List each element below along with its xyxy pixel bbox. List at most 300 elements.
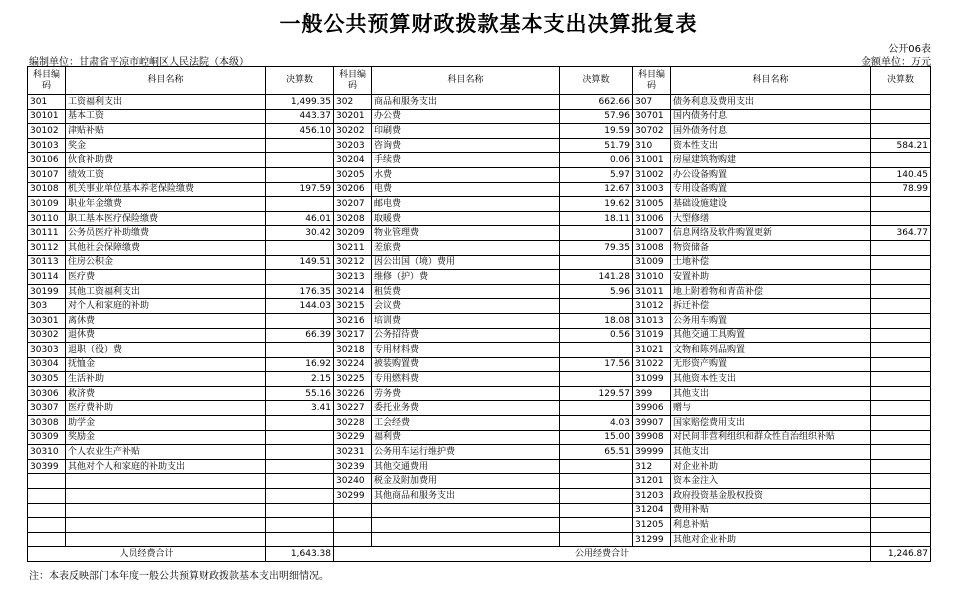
personnel-amount-cell: 2.15 xyxy=(266,372,334,387)
table-row xyxy=(28,503,931,518)
table-row xyxy=(28,255,931,270)
personnel-name-cell xyxy=(66,489,266,504)
personnel-code-cell: 303 xyxy=(28,299,66,314)
personnel-name-cell: 退休费 xyxy=(66,328,266,343)
other-amount-cell xyxy=(871,95,931,110)
personnel-amount-cell: 55.16 xyxy=(266,386,334,401)
other-amount-cell xyxy=(871,445,931,460)
table-row xyxy=(28,532,931,547)
other-amount-cell xyxy=(871,343,931,358)
goods-code-cell: 30204 xyxy=(334,153,372,168)
goods-name-cell xyxy=(372,532,560,547)
other-name-cell: 房屋建筑物购建 xyxy=(671,153,871,168)
other-name-cell: 对民间非营利组织和群众性自治组织补贴 xyxy=(671,430,871,445)
goods-amount-cell xyxy=(560,401,633,416)
goods-code-cell: 302 xyxy=(334,95,372,110)
personnel-name-cell: 其他对个人和家庭的补助支出 xyxy=(66,459,266,474)
other-name-cell: 安置补助 xyxy=(671,270,871,285)
table-row xyxy=(28,445,931,460)
personnel-code-cell: 30103 xyxy=(28,138,66,153)
other-amount-cell xyxy=(871,489,931,504)
personnel-code-cell: 30107 xyxy=(28,167,66,182)
other-amount-cell: 584.21 xyxy=(871,138,931,153)
goods-code-cell: 30208 xyxy=(334,211,372,226)
personnel-amount-cell xyxy=(266,197,334,212)
personnel-code-cell: 30199 xyxy=(28,284,66,299)
goods-name-cell: 咨询费 xyxy=(372,138,560,153)
other-code-cell: 31022 xyxy=(633,357,671,372)
personnel-amount-cell xyxy=(266,153,334,168)
personnel-amount-cell: 30.42 xyxy=(266,226,334,241)
goods-name-cell: 物业管理费 xyxy=(372,226,560,241)
personnel-code-cell xyxy=(28,489,66,504)
other-name-cell: 专用设备购置 xyxy=(671,182,871,197)
goods-code-cell: 30212 xyxy=(334,255,372,270)
header-name: 科目名称 xyxy=(671,67,871,95)
personnel-amount-cell xyxy=(266,167,334,182)
goods-code-cell: 30299 xyxy=(334,489,372,504)
personnel-name-cell: 公务员医疗补助缴费 xyxy=(66,226,266,241)
goods-amount-cell: 18.11 xyxy=(560,211,633,226)
other-name-cell: 国内债务付息 xyxy=(671,109,871,124)
goods-name-cell: 税金及附加费用 xyxy=(372,474,560,489)
goods-amount-cell: 15.00 xyxy=(560,430,633,445)
other-code-cell: 31203 xyxy=(633,489,671,504)
other-name-cell: 国家赔偿费用支出 xyxy=(671,416,871,431)
goods-name-cell: 专用材料费 xyxy=(372,343,560,358)
goods-code-cell: 30229 xyxy=(334,430,372,445)
table-row xyxy=(28,109,931,124)
personnel-code-cell: 30399 xyxy=(28,459,66,474)
goods-amount-cell xyxy=(560,503,633,518)
other-name-cell: 公务用车购置 xyxy=(671,313,871,328)
goods-name-cell: 差旅费 xyxy=(372,240,560,255)
goods-name-cell: 维修（护）费 xyxy=(372,270,560,285)
table-row xyxy=(28,372,931,387)
personnel-amount-cell xyxy=(266,270,334,285)
table-row xyxy=(28,328,931,343)
personnel-name-cell: 奖金 xyxy=(66,138,266,153)
table-row xyxy=(28,153,931,168)
table-row xyxy=(28,518,931,533)
goods-amount-cell: 79.35 xyxy=(560,240,633,255)
other-amount-cell xyxy=(871,430,931,445)
other-code-cell: 31205 xyxy=(633,518,671,533)
other-code-cell: 30702 xyxy=(633,124,671,139)
other-amount-cell xyxy=(871,284,931,299)
goods-amount-cell xyxy=(560,459,633,474)
goods-amount-cell: 19.59 xyxy=(560,124,633,139)
goods-code-cell: 30231 xyxy=(334,445,372,460)
header-name: 科目名称 xyxy=(66,67,266,95)
other-name-cell: 其他支出 xyxy=(671,386,871,401)
personnel-code-cell: 30304 xyxy=(28,357,66,372)
goods-amount-cell xyxy=(560,255,633,270)
table-row xyxy=(28,416,931,431)
header-amount: 决算数 xyxy=(871,67,931,95)
personnel-name-cell xyxy=(66,474,266,489)
goods-name-cell: 公务用车运行维护费 xyxy=(372,445,560,460)
table-row xyxy=(28,95,931,110)
goods-amount-cell: 5.97 xyxy=(560,167,633,182)
personnel-name-cell: 医疗费补助 xyxy=(66,401,266,416)
other-code-cell: 31012 xyxy=(633,299,671,314)
other-name-cell: 债务利息及费用支出 xyxy=(671,95,871,110)
other-amount-cell xyxy=(871,313,931,328)
table-row xyxy=(28,284,931,299)
other-name-cell: 文物和陈列品购置 xyxy=(671,343,871,358)
public-total-amount: 1,246.87 xyxy=(871,547,931,562)
table-row xyxy=(28,430,931,445)
goods-code-cell: 30209 xyxy=(334,226,372,241)
other-name-cell: 土地补偿 xyxy=(671,255,871,270)
personnel-code-cell: 30308 xyxy=(28,416,66,431)
table-row xyxy=(28,343,931,358)
other-code-cell: 39999 xyxy=(633,445,671,460)
goods-code-cell: 30211 xyxy=(334,240,372,255)
other-name-cell: 其他对企业补助 xyxy=(671,532,871,547)
personnel-amount-cell: 46.01 xyxy=(266,211,334,226)
goods-code-cell: 30206 xyxy=(334,182,372,197)
table-row xyxy=(28,299,931,314)
personnel-name-cell: 奖励金 xyxy=(66,430,266,445)
personnel-amount-cell: 3.41 xyxy=(266,401,334,416)
other-code-cell: 31003 xyxy=(633,182,671,197)
goods-name-cell: 培训费 xyxy=(372,313,560,328)
other-name-cell: 其他交通工具购置 xyxy=(671,328,871,343)
goods-code-cell: 30225 xyxy=(334,372,372,387)
goods-amount-cell xyxy=(560,518,633,533)
table-row xyxy=(28,138,931,153)
personnel-name-cell: 退职（役）费 xyxy=(66,343,266,358)
personnel-code-cell: 30102 xyxy=(28,124,66,139)
personnel-amount-cell: 197.59 xyxy=(266,182,334,197)
personnel-code-cell: 30301 xyxy=(28,313,66,328)
goods-code-cell xyxy=(334,518,372,533)
other-code-cell: 31011 xyxy=(633,284,671,299)
other-code-cell: 31019 xyxy=(633,328,671,343)
totals-row xyxy=(28,547,931,562)
table-row xyxy=(28,124,931,139)
other-name-cell: 其他资本性支出 xyxy=(671,372,871,387)
personnel-code-cell: 30310 xyxy=(28,445,66,460)
goods-amount-cell xyxy=(560,226,633,241)
goods-code-cell: 30214 xyxy=(334,284,372,299)
personnel-code-cell xyxy=(28,532,66,547)
personnel-amount-cell: 443.37 xyxy=(266,109,334,124)
personnel-name-cell: 其他社会保障缴费 xyxy=(66,240,266,255)
other-name-cell: 其他支出 xyxy=(671,445,871,460)
goods-code-cell: 30203 xyxy=(334,138,372,153)
other-code-cell: 31007 xyxy=(633,226,671,241)
table-row xyxy=(28,182,931,197)
goods-name-cell: 印刷费 xyxy=(372,124,560,139)
other-name-cell: 地上附着物和青苗补偿 xyxy=(671,284,871,299)
other-amount-cell xyxy=(871,240,931,255)
goods-amount-cell xyxy=(560,532,633,547)
goods-name-cell: 水费 xyxy=(372,167,560,182)
personnel-code-cell: 30306 xyxy=(28,386,66,401)
table-row xyxy=(28,386,931,401)
goods-amount-cell: 51.79 xyxy=(560,138,633,153)
page-title: 一般公共预算财政拨款基本支出决算批复表 xyxy=(279,12,698,36)
personnel-amount-cell: 144.03 xyxy=(266,299,334,314)
personnel-name-cell: 医疗费 xyxy=(66,270,266,285)
goods-amount-cell: 141.28 xyxy=(560,270,633,285)
other-code-cell: 399 xyxy=(633,386,671,401)
goods-amount-cell: 662.66 xyxy=(560,95,633,110)
personnel-amount-cell: 1,499.35 xyxy=(266,95,334,110)
goods-code-cell: 30224 xyxy=(334,357,372,372)
personnel-code-cell: 30110 xyxy=(28,211,66,226)
personnel-code-cell: 30303 xyxy=(28,343,66,358)
goods-name-cell: 因公出国（境）费用 xyxy=(372,255,560,270)
goods-code-cell xyxy=(334,532,372,547)
other-name-cell: 费用补贴 xyxy=(671,503,871,518)
table-row xyxy=(28,197,931,212)
other-code-cell: 31001 xyxy=(633,153,671,168)
goods-amount-cell: 57.96 xyxy=(560,109,633,124)
personnel-amount-cell xyxy=(266,459,334,474)
table-row xyxy=(28,167,931,182)
other-name-cell: 资本金注入 xyxy=(671,474,871,489)
other-code-cell: 39908 xyxy=(633,430,671,445)
goods-name-cell: 租赁费 xyxy=(372,284,560,299)
goods-code-cell: 30227 xyxy=(334,401,372,416)
other-amount-cell: 140.45 xyxy=(871,167,931,182)
other-amount-cell xyxy=(871,270,931,285)
goods-name-cell: 劳务费 xyxy=(372,386,560,401)
goods-amount-cell: 0.06 xyxy=(560,153,633,168)
goods-amount-cell xyxy=(560,343,633,358)
personnel-name-cell xyxy=(66,518,266,533)
other-code-cell: 31099 xyxy=(633,372,671,387)
goods-code-cell: 30239 xyxy=(334,459,372,474)
table-row xyxy=(28,226,931,241)
goods-name-cell: 邮电费 xyxy=(372,197,560,212)
other-code-cell: 31002 xyxy=(633,167,671,182)
other-name-cell: 物资储备 xyxy=(671,240,871,255)
goods-code-cell: 30228 xyxy=(334,416,372,431)
goods-amount-cell xyxy=(560,489,633,504)
table-row xyxy=(28,313,931,328)
other-amount-cell xyxy=(871,416,931,431)
other-name-cell: 利息补贴 xyxy=(671,518,871,533)
goods-code-cell: 30226 xyxy=(334,386,372,401)
personnel-amount-cell: 66.39 xyxy=(266,328,334,343)
header-amount: 决算数 xyxy=(266,67,334,95)
other-amount-cell xyxy=(871,299,931,314)
goods-name-cell: 会议费 xyxy=(372,299,560,314)
personnel-amount-cell xyxy=(266,416,334,431)
goods-code-cell: 30201 xyxy=(334,109,372,124)
personnel-code-cell: 30106 xyxy=(28,153,66,168)
table-row xyxy=(28,474,931,489)
personnel-code-cell: 301 xyxy=(28,95,66,110)
personnel-name-cell xyxy=(66,503,266,518)
goods-name-cell: 专用燃料费 xyxy=(372,372,560,387)
table-row xyxy=(28,240,931,255)
personnel-amount-cell xyxy=(266,518,334,533)
header-code: 科目编码 xyxy=(28,67,66,95)
goods-name-cell: 其他交通费用 xyxy=(372,459,560,474)
other-amount-cell xyxy=(871,372,931,387)
personnel-amount-cell: 456.10 xyxy=(266,124,334,139)
other-amount-cell xyxy=(871,503,931,518)
goods-name-cell: 被装购置费 xyxy=(372,357,560,372)
table-row xyxy=(28,270,931,285)
header-code: 科目编码 xyxy=(334,67,372,95)
personnel-amount-cell xyxy=(266,138,334,153)
personnel-total-amount: 1,643.38 xyxy=(266,547,334,562)
personnel-amount-cell: 176.35 xyxy=(266,284,334,299)
other-amount-cell xyxy=(871,474,931,489)
other-name-cell: 大型修缮 xyxy=(671,211,871,226)
personnel-name-cell: 住房公积金 xyxy=(66,255,266,270)
goods-code-cell: 30215 xyxy=(334,299,372,314)
expenditure-table xyxy=(27,66,931,562)
goods-code-cell: 30216 xyxy=(334,313,372,328)
personnel-name-cell: 职工基本医疗保险缴费 xyxy=(66,211,266,226)
other-amount-cell xyxy=(871,518,931,533)
goods-name-cell: 委托业务费 xyxy=(372,401,560,416)
other-code-cell: 31010 xyxy=(633,270,671,285)
other-name-cell: 拆迁补偿 xyxy=(671,299,871,314)
other-amount-cell xyxy=(871,109,931,124)
goods-code-cell: 30202 xyxy=(334,124,372,139)
goods-amount-cell: 12.67 xyxy=(560,182,633,197)
other-amount-cell xyxy=(871,357,931,372)
other-amount-cell xyxy=(871,211,931,226)
other-code-cell: 31021 xyxy=(633,343,671,358)
personnel-name-cell: 对个人和家庭的补助 xyxy=(66,299,266,314)
personnel-name-cell: 机关事业单位基本养老保险缴费 xyxy=(66,182,266,197)
personnel-code-cell: 30108 xyxy=(28,182,66,197)
personnel-amount-cell xyxy=(266,503,334,518)
goods-name-cell: 电费 xyxy=(372,182,560,197)
personnel-code-cell: 30109 xyxy=(28,197,66,212)
other-code-cell: 31299 xyxy=(633,532,671,547)
other-code-cell: 31204 xyxy=(633,503,671,518)
goods-code-cell: 30213 xyxy=(334,270,372,285)
table-row xyxy=(28,459,931,474)
goods-code-cell: 30240 xyxy=(334,474,372,489)
table-row xyxy=(28,489,931,504)
other-code-cell: 310 xyxy=(633,138,671,153)
other-amount-cell xyxy=(871,153,931,168)
personnel-name-cell: 伙食补助费 xyxy=(66,153,266,168)
other-amount-cell xyxy=(871,197,931,212)
other-name-cell: 信息网络及软件购置更新 xyxy=(671,226,871,241)
other-code-cell: 31008 xyxy=(633,240,671,255)
goods-name-cell: 其他商品和服务支出 xyxy=(372,489,560,504)
personnel-code-cell xyxy=(28,518,66,533)
goods-name-cell: 手续费 xyxy=(372,153,560,168)
personnel-amount-cell xyxy=(266,532,334,547)
personnel-code-cell: 30309 xyxy=(28,430,66,445)
other-amount-cell: 364.77 xyxy=(871,226,931,241)
goods-amount-cell xyxy=(560,474,633,489)
other-code-cell: 31006 xyxy=(633,211,671,226)
goods-code-cell: 30207 xyxy=(334,197,372,212)
header-code: 科目编码 xyxy=(633,67,671,95)
personnel-code-cell xyxy=(28,474,66,489)
personnel-name-cell: 津贴补贴 xyxy=(66,124,266,139)
goods-code-cell xyxy=(334,503,372,518)
personnel-total-label: 人员经费合计 xyxy=(28,547,266,562)
goods-amount-cell: 65.51 xyxy=(560,445,633,460)
goods-code-cell: 30217 xyxy=(334,328,372,343)
goods-amount-cell xyxy=(560,372,633,387)
personnel-amount-cell xyxy=(266,489,334,504)
other-name-cell: 对企业补助 xyxy=(671,459,871,474)
table-row xyxy=(28,357,931,372)
personnel-code-cell: 30114 xyxy=(28,270,66,285)
personnel-amount-cell: 16.92 xyxy=(266,357,334,372)
header-amount: 决算数 xyxy=(560,67,633,95)
personnel-code-cell: 30302 xyxy=(28,328,66,343)
personnel-name-cell: 助学金 xyxy=(66,416,266,431)
other-amount-cell xyxy=(871,124,931,139)
personnel-name-cell: 职业年金缴费 xyxy=(66,197,266,212)
personnel-amount-cell: 149.51 xyxy=(266,255,334,270)
other-name-cell: 赠与 xyxy=(671,401,871,416)
other-code-cell: 39907 xyxy=(633,416,671,431)
goods-amount-cell: 4.03 xyxy=(560,416,633,431)
table-number: 公开06表 xyxy=(888,44,931,55)
other-amount-cell xyxy=(871,255,931,270)
compiling-unit: 编制单位：甘肃省平凉市崆峒区人民法院（本级） xyxy=(29,57,249,68)
personnel-amount-cell xyxy=(266,240,334,255)
goods-name-cell: 商品和服务支出 xyxy=(372,95,560,110)
other-amount-cell xyxy=(871,328,931,343)
goods-name-cell: 办公费 xyxy=(372,109,560,124)
personnel-amount-cell xyxy=(266,343,334,358)
public-total-label: 公用经费合计 xyxy=(334,547,871,562)
table-body xyxy=(28,95,931,547)
goods-code-cell: 30218 xyxy=(334,343,372,358)
personnel-code-cell: 30307 xyxy=(28,401,66,416)
table-header-row xyxy=(28,67,931,95)
personnel-code-cell xyxy=(28,503,66,518)
goods-amount-cell: 5.96 xyxy=(560,284,633,299)
other-code-cell: 312 xyxy=(633,459,671,474)
goods-name-cell: 公务招待费 xyxy=(372,328,560,343)
personnel-name-cell: 生活补助 xyxy=(66,372,266,387)
amount-unit: 金额单位：万元 xyxy=(861,57,931,68)
goods-amount-cell: 129.57 xyxy=(560,386,633,401)
goods-code-cell: 30205 xyxy=(334,167,372,182)
goods-name-cell xyxy=(372,503,560,518)
other-code-cell: 39906 xyxy=(633,401,671,416)
other-name-cell: 基础设施建设 xyxy=(671,197,871,212)
goods-name-cell xyxy=(372,518,560,533)
goods-amount-cell: 0.56 xyxy=(560,328,633,343)
other-code-cell: 31005 xyxy=(633,197,671,212)
personnel-name-cell xyxy=(66,532,266,547)
personnel-name-cell: 基本工资 xyxy=(66,109,266,124)
goods-amount-cell xyxy=(560,299,633,314)
personnel-amount-cell xyxy=(266,445,334,460)
personnel-code-cell: 30111 xyxy=(28,226,66,241)
personnel-amount-cell xyxy=(266,313,334,328)
personnel-code-cell: 30112 xyxy=(28,240,66,255)
personnel-amount-cell xyxy=(266,474,334,489)
personnel-name-cell: 个人农业生产补贴 xyxy=(66,445,266,460)
goods-name-cell: 福利费 xyxy=(372,430,560,445)
goods-name-cell: 工会经费 xyxy=(372,416,560,431)
footnote: 注：本表反映部门本年度一般公共预算财政拨款基本支出明细情况。 xyxy=(29,571,329,582)
